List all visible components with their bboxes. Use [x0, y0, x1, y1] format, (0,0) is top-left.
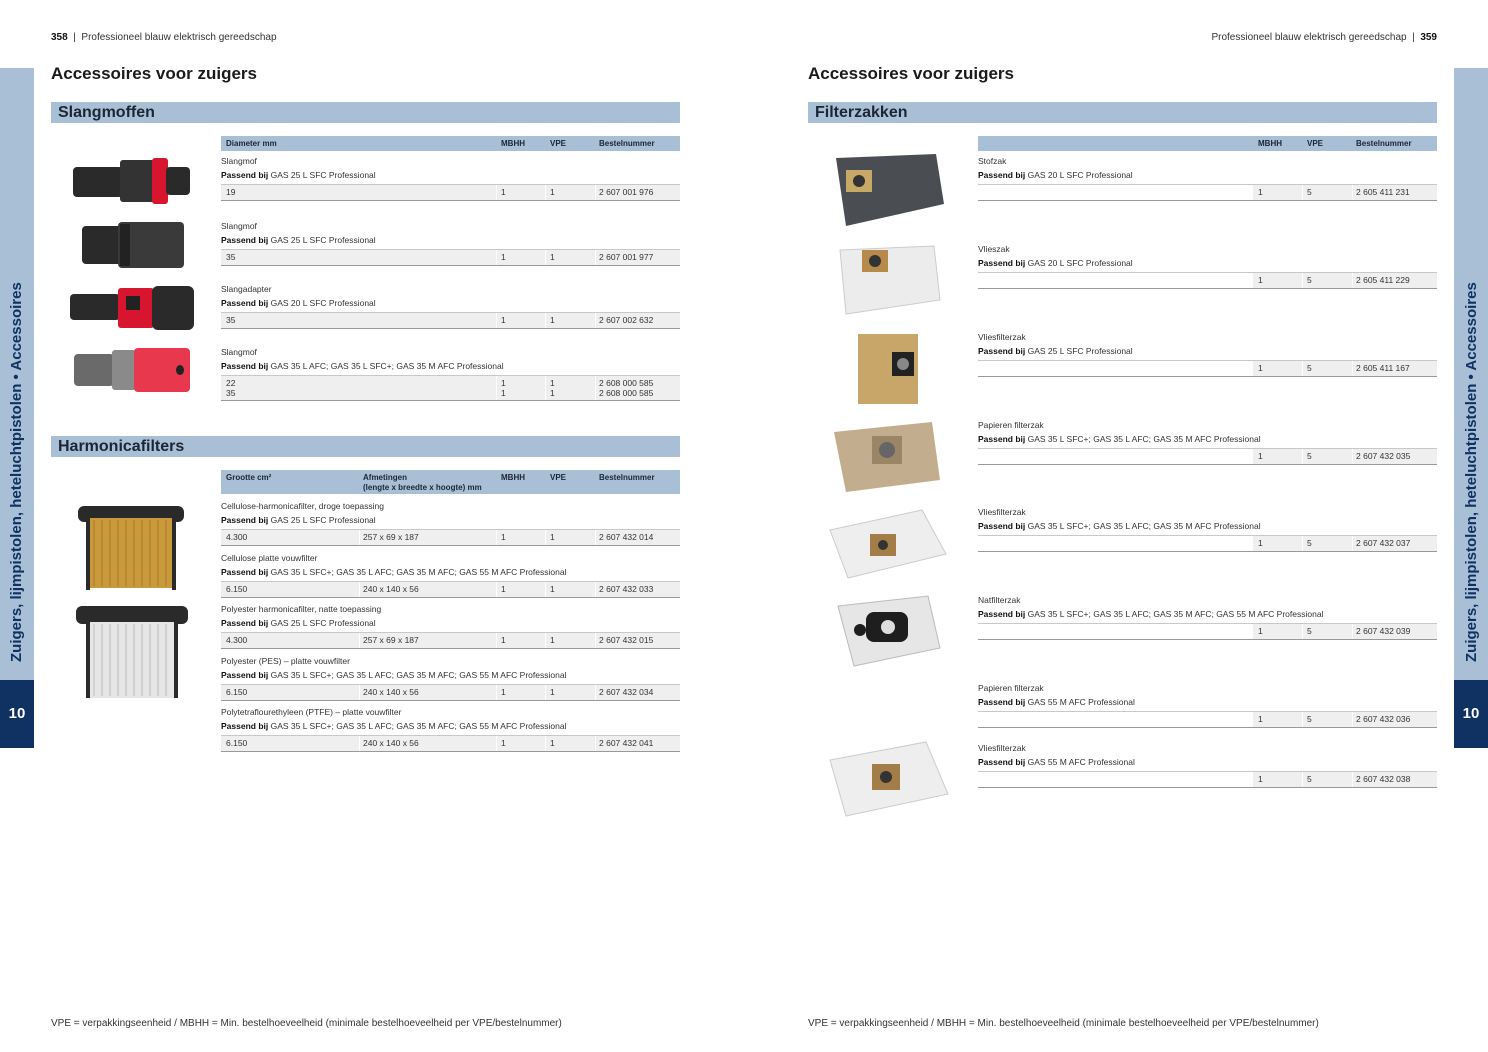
cell-mbhh: 1 — [501, 388, 506, 398]
product-name: Papieren filterzak — [978, 683, 1044, 693]
cell-vpe: 5 — [1307, 363, 1312, 373]
col-vpe: VPE — [550, 473, 567, 482]
cell-vpe: 1 — [550, 635, 555, 645]
cell-order: 2 607 001 976 — [599, 187, 654, 197]
fit-label: Passend bij — [978, 346, 1026, 356]
cell-order: 2 607 432 036 — [1356, 714, 1411, 724]
table-row — [221, 312, 680, 329]
product-name: Slangadapter — [221, 284, 272, 294]
cell-size: 6.150 — [226, 584, 248, 594]
paper-filter-bag-image — [832, 418, 944, 494]
fleece-filter-bag-image — [826, 506, 950, 580]
cell-mbhh: 1 — [501, 315, 506, 325]
right-side-label: Zuigers, lijmpistolen, heteluchtpistolen • Accessoires — [1463, 282, 1480, 662]
cell-order: 2 605 411 167 — [1356, 363, 1410, 373]
fit-label: Passend bij — [221, 361, 269, 371]
cell-vpe: 5 — [1307, 538, 1312, 548]
left-running-header: 358 | Professioneel blauw elektrisch gereedschap — [51, 32, 277, 43]
fit-label: Passend bij — [978, 697, 1026, 707]
col-vpe: VPE — [1307, 139, 1324, 148]
cell-order: 2 608 000 585 — [599, 388, 654, 398]
list-item — [221, 499, 384, 527]
product-name: Polyester harmonicafilter, natte toepassing — [221, 604, 382, 614]
table-row — [221, 684, 680, 701]
fit-models: GAS 25 L SFC Professional — [1027, 346, 1133, 356]
table-row — [221, 632, 680, 649]
product-name: Natfilterzak — [978, 595, 1021, 605]
cell-order: 2 608 000 585 — [599, 378, 654, 388]
product-name: Slangmof — [221, 221, 257, 231]
col-vpe: VPE — [550, 139, 567, 148]
table-row — [221, 529, 680, 546]
cell-vpe: 1 — [550, 532, 555, 542]
cell-mbhh: 1 — [1258, 451, 1263, 461]
cell-size: 6.150 — [226, 687, 248, 697]
col-mbhh: MBHH — [501, 139, 525, 148]
fit-models: GAS 35 L SFC+; GAS 35 L AFC; GAS 35 M AFC Professional — [1027, 434, 1261, 444]
hose-sleeve-image — [72, 346, 194, 394]
cell-order: 2 607 432 033 — [599, 584, 654, 594]
filterzakken-heading — [808, 102, 1437, 123]
cell-order: 2 607 432 014 — [599, 532, 654, 542]
hose-sleeve-image — [80, 220, 188, 270]
cell-order: 2 607 432 034 — [599, 687, 654, 697]
cell-mbhh: 1 — [1258, 774, 1263, 784]
fit-label: Passend bij — [221, 721, 269, 731]
fit-models: GAS 35 L SFC+; GAS 35 L AFC; GAS 35 M AFC Professional — [1027, 521, 1261, 531]
left-chapter-number: 10 — [0, 680, 34, 748]
product-name: Cellulose platte vouwfilter — [221, 553, 318, 563]
cell-mbhh: 1 — [501, 378, 506, 388]
fit-models: GAS 35 L SFC+; GAS 35 L AFC; GAS 35 M AFC; GAS 55 M AFC Professional — [1027, 609, 1324, 619]
left-page-title: Accessoires voor zuigers — [51, 64, 257, 83]
cell-vpe: 5 — [1307, 451, 1312, 461]
fit-models: GAS 35 L SFC+; GAS 35 L AFC; GAS 35 M AFC; GAS 55 M AFC Professional — [270, 670, 567, 680]
cell-size: 4.300 — [226, 532, 248, 542]
cell-diameter: 35 — [226, 315, 236, 325]
cell-vpe: 1 — [550, 315, 555, 325]
product-name: Slangmof — [221, 347, 257, 357]
cell-mbhh: 1 — [501, 584, 506, 594]
fit-label: Passend bij — [221, 567, 269, 577]
cell-mbhh: 1 — [501, 532, 506, 542]
cell-order: 2 605 411 229 — [1356, 275, 1410, 285]
cell-vpe: 5 — [1307, 275, 1312, 285]
cell-vpe: 5 — [1307, 714, 1312, 724]
list-item — [978, 418, 1261, 446]
slangmoffen-heading — [51, 102, 680, 123]
fleece-filter-bag-image — [856, 332, 922, 406]
table-row — [221, 375, 680, 401]
cell-dimensions: 240 x 140 x 56 — [363, 687, 419, 697]
hose-sleeve-image — [70, 155, 194, 207]
fit-label: Passend bij — [978, 521, 1026, 531]
fleece-filter-bag-image — [826, 740, 952, 818]
list-item — [221, 282, 376, 310]
cell-size: 6.150 — [226, 738, 248, 748]
table-row — [978, 184, 1437, 201]
col-dimensions: Afmetingen — [363, 473, 407, 482]
cell-vpe: 1 — [550, 687, 555, 697]
cell-dimensions: 257 x 69 x 187 — [363, 635, 419, 645]
harmonicafilters-table-header — [221, 470, 680, 494]
cell-mbhh: 1 — [1258, 187, 1263, 197]
fleece-bag-image — [836, 244, 944, 318]
cell-diameter: 22 — [226, 378, 236, 388]
cell-vpe: 5 — [1307, 187, 1312, 197]
fit-label: Passend bij — [221, 515, 269, 525]
cell-vpe: 5 — [1307, 774, 1312, 784]
product-name: Polytetraflourethyleen (PTFE) – platte vouwfilter — [221, 707, 402, 717]
list-item — [978, 154, 1133, 182]
table-row — [978, 623, 1437, 640]
fit-label: Passend bij — [978, 757, 1026, 767]
harmonicafilters-heading — [51, 436, 680, 457]
cell-mbhh: 1 — [1258, 275, 1263, 285]
col-mbhh: MBHH — [1258, 139, 1282, 148]
cell-mbhh: 1 — [501, 252, 506, 262]
cell-dimensions: 257 x 69 x 187 — [363, 532, 419, 542]
fit-models: GAS 35 L SFC+; GAS 35 L AFC; GAS 35 M AFC; GAS 55 M AFC Professional — [270, 567, 567, 577]
col-dimensions-sub: (lengte x breedte x hoogte) mm — [363, 483, 482, 492]
product-name: Vliesfilterzak — [978, 332, 1026, 342]
col-mbhh: MBHH — [501, 473, 525, 482]
table-row — [221, 249, 680, 266]
product-name: Slangmof — [221, 156, 257, 166]
table-row — [221, 184, 680, 201]
hose-adapter-image — [68, 284, 196, 332]
list-item — [978, 330, 1133, 358]
list-item — [221, 551, 566, 579]
cell-order: 2 607 432 038 — [1356, 774, 1411, 784]
cellulose-filter-image — [76, 500, 186, 592]
filterzakken-table-header — [978, 136, 1437, 151]
cell-order: 2 607 001 977 — [599, 252, 654, 262]
fit-label: Passend bij — [978, 609, 1026, 619]
fit-models: GAS 25 L SFC Professional — [270, 170, 376, 180]
product-name: Cellulose-harmonicafilter, droge toepassing — [221, 501, 385, 511]
list-item — [978, 741, 1135, 769]
col-diameter: Diameter mm — [226, 139, 277, 148]
fit-label: Passend bij — [221, 235, 269, 245]
fit-label: Passend bij — [221, 670, 269, 680]
fit-models: GAS 55 M AFC Professional — [1027, 697, 1135, 707]
product-name: Vliesfilterzak — [978, 743, 1026, 753]
filterzakken-heading-text: Filterzakken — [815, 104, 908, 121]
product-name: Vliesfilterzak — [978, 507, 1026, 517]
cell-dimensions: 240 x 140 x 56 — [363, 584, 419, 594]
cell-mbhh: 1 — [501, 738, 506, 748]
table-row — [978, 360, 1437, 377]
col-bestelnummer: Bestelnummer — [599, 139, 655, 148]
cell-order: 2 607 432 035 — [1356, 451, 1411, 461]
slangmoffen-table-header — [221, 136, 680, 151]
list-item — [978, 242, 1133, 270]
table-row — [221, 735, 680, 752]
cell-vpe: 5 — [1307, 626, 1312, 636]
right-running-header: Professioneel blauw elektrisch gereedschap | 359 — [1211, 32, 1437, 43]
left-side-label: Zuigers, lijmpistolen, heteluchtpistolen • Accessoires — [8, 282, 25, 662]
right-footnote: VPE = verpakkingseenheid / MBHH = Min. bestelhoeveelheid (minimale bestelhoeveelheid per VPE/bestelnummer) — [808, 1018, 1319, 1029]
cell-mbhh: 1 — [501, 635, 506, 645]
cell-vpe: 1 — [550, 252, 555, 262]
product-name: Vlieszak — [978, 244, 1010, 254]
fit-models: GAS 20 L SFC Professional — [1027, 170, 1133, 180]
wet-filter-bag-image — [832, 592, 944, 668]
list-item — [221, 705, 566, 733]
table-row — [221, 581, 680, 598]
cell-dimensions: 240 x 140 x 56 — [363, 738, 419, 748]
fit-models: GAS 55 M AFC Professional — [1027, 757, 1135, 767]
product-name: Stofzak — [978, 156, 1007, 166]
list-item — [221, 345, 504, 373]
cell-diameter: 19 — [226, 187, 236, 197]
dust-bag-image — [832, 150, 948, 230]
polyester-filter-image — [74, 604, 190, 700]
fit-models: GAS 20 L SFC Professional — [270, 298, 376, 308]
list-item — [221, 219, 376, 247]
harmonicafilters-heading-text: Harmonicafilters — [58, 438, 185, 455]
list-item — [221, 602, 381, 630]
fit-label: Passend bij — [978, 258, 1026, 268]
cell-vpe: 1 — [550, 388, 555, 398]
cell-mbhh: 1 — [501, 687, 506, 697]
cell-diameter: 35 — [226, 252, 236, 262]
left-footnote: VPE = verpakkingseenheid / MBHH = Min. bestelhoeveelheid (minimale bestelhoeveelheid per VPE/bestelnummer) — [51, 1018, 562, 1029]
fit-models: GAS 25 L SFC Professional — [270, 515, 376, 525]
right-page-title: Accessoires voor zuigers — [808, 64, 1014, 83]
fit-label: Passend bij — [221, 618, 269, 628]
cell-vpe: 1 — [550, 378, 555, 388]
product-name: Polyester (PES) – platte vouwfilter — [221, 656, 350, 666]
cell-vpe: 1 — [550, 738, 555, 748]
cell-mbhh: 1 — [1258, 626, 1263, 636]
cell-order: 2 607 002 632 — [599, 315, 654, 325]
list-item — [978, 593, 1323, 621]
list-item — [978, 681, 1135, 709]
fit-label: Passend bij — [978, 434, 1026, 444]
table-row — [978, 711, 1437, 728]
table-row — [978, 272, 1437, 289]
col-bestelnummer: Bestelnummer — [599, 473, 655, 482]
list-item — [221, 654, 566, 682]
fit-models: GAS 35 L AFC; GAS 35 L SFC+; GAS 35 M AFC Professional — [270, 361, 504, 371]
fit-models: GAS 25 L SFC Professional — [270, 235, 376, 245]
left-page-number: 358 — [51, 32, 68, 43]
cell-order: 2 607 432 041 — [599, 738, 654, 748]
fit-label: Passend bij — [221, 298, 269, 308]
table-row — [978, 448, 1437, 465]
cell-mbhh: 1 — [1258, 714, 1263, 724]
right-running-title: Professioneel blauw elektrisch gereedschap — [1211, 32, 1407, 43]
fit-models: GAS 25 L SFC Professional — [270, 618, 376, 628]
col-size: Grootte cm² — [226, 473, 272, 482]
list-item — [978, 505, 1261, 533]
right-page-number: 359 — [1420, 32, 1437, 43]
cell-mbhh: 1 — [1258, 538, 1263, 548]
table-row — [978, 535, 1437, 552]
cell-diameter: 35 — [226, 388, 236, 398]
slangmoffen-heading-text: Slangmoffen — [58, 104, 155, 121]
list-item — [221, 154, 376, 182]
cell-order: 2 607 432 039 — [1356, 626, 1411, 636]
cell-mbhh: 1 — [501, 187, 506, 197]
cell-vpe: 1 — [550, 187, 555, 197]
right-chapter-number: 10 — [1454, 680, 1488, 748]
left-running-title: Professioneel blauw elektrisch gereedschap — [81, 32, 277, 43]
fit-label: Passend bij — [978, 170, 1026, 180]
fit-models: GAS 20 L SFC Professional — [1027, 258, 1133, 268]
table-row — [978, 771, 1437, 788]
col-bestelnummer: Bestelnummer — [1356, 139, 1412, 148]
cell-order: 2 607 432 037 — [1356, 538, 1411, 548]
cell-order: 2 605 411 231 — [1356, 187, 1410, 197]
fit-models: GAS 35 L SFC+; GAS 35 L AFC; GAS 35 M AFC; GAS 55 M AFC Professional — [270, 721, 567, 731]
cell-vpe: 1 — [550, 584, 555, 594]
cell-size: 4.300 — [226, 635, 248, 645]
product-name: Papieren filterzak — [978, 420, 1044, 430]
cell-mbhh: 1 — [1258, 363, 1263, 373]
cell-order: 2 607 432 015 — [599, 635, 654, 645]
fit-label: Passend bij — [221, 170, 269, 180]
